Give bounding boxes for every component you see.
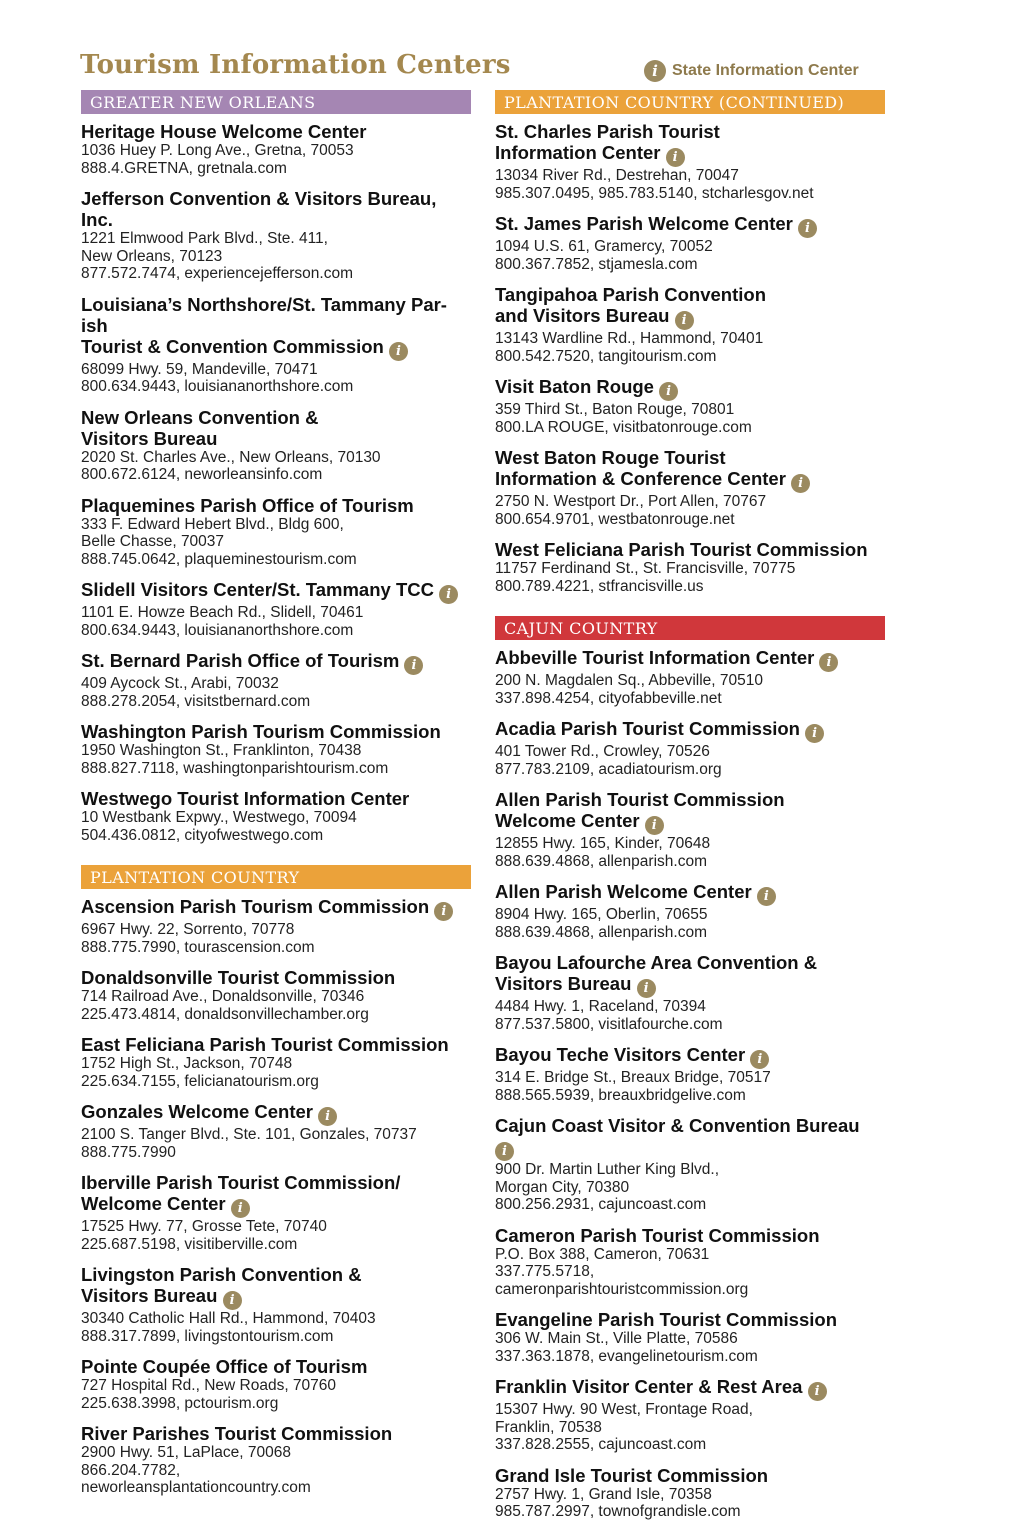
center-name-text: Bayou Lafourche Area Convention & bbox=[495, 952, 818, 973]
center-name-line bbox=[495, 121, 885, 142]
center-name-line bbox=[81, 336, 471, 361]
center-entry bbox=[81, 294, 471, 396]
center-entry bbox=[81, 896, 471, 956]
center-detail-line: 6967 Hwy. 22, Sorrento, 70778 bbox=[81, 921, 295, 938]
entry-list bbox=[495, 647, 885, 1521]
center-name-line bbox=[495, 376, 885, 401]
center-name-text: Gonzales Welcome Center bbox=[81, 1101, 314, 1122]
center-name-line bbox=[495, 539, 885, 560]
center-detail-line: 200 N. Magdalen Sq., Abbeville, 70510 bbox=[495, 672, 763, 689]
center-name bbox=[495, 789, 885, 835]
section-greater-new-orleans bbox=[81, 90, 471, 844]
center-detail-line: 17525 Hwy. 77, Grosse Tete, 70740 bbox=[81, 1218, 327, 1235]
center-name bbox=[81, 967, 471, 988]
center-name bbox=[495, 1376, 885, 1401]
center-name-line bbox=[495, 142, 885, 167]
center-name-line bbox=[495, 973, 885, 998]
center-name bbox=[81, 896, 471, 921]
center-name bbox=[495, 1465, 885, 1486]
center-name bbox=[81, 650, 471, 675]
center-name-text: Tangipahoa Parish Convention bbox=[495, 284, 767, 305]
center-entry bbox=[81, 121, 471, 177]
center-detail-line: 1221 Elmwood Park Blvd., Ste. 411, bbox=[81, 230, 328, 247]
entry-list bbox=[81, 121, 471, 844]
center-name-text: Information Center bbox=[495, 142, 661, 163]
left-column bbox=[81, 90, 471, 1508]
center-detail-line: 985.307.0495, 985.783.5140, stcharlesgov.net bbox=[495, 184, 814, 202]
center-detail-line: 314 E. Bridge St., Breaux Bridge, 70517 bbox=[495, 1069, 771, 1086]
center-name-text: Tourist & Convention Commission bbox=[81, 335, 384, 357]
center-detail-line: 800.634.9443, louisiananorthshore.com bbox=[81, 621, 354, 639]
center-name-line bbox=[81, 650, 471, 675]
center-name-text: Visitors Bureau bbox=[81, 427, 218, 449]
info-icon: i bbox=[434, 902, 453, 921]
info-icon: i bbox=[439, 585, 458, 604]
center-name bbox=[495, 1044, 885, 1069]
center-entry bbox=[495, 881, 885, 941]
center-name-text: Grand Isle Tourist Commission bbox=[495, 1464, 769, 1486]
center-name bbox=[81, 579, 471, 604]
center-name-text: Slidell Visitors Center/St. Tammany TCC bbox=[81, 579, 434, 600]
center-detail-line: 888.775.7990, tourascension.com bbox=[81, 938, 315, 956]
center-name bbox=[81, 294, 471, 361]
center-detail-line: 877.572.7474, experiencejefferson.com bbox=[81, 265, 354, 282]
center-detail-line: 1101 E. Howze Beach Rd., Slidell, 70461 bbox=[81, 604, 364, 621]
center-detail-line: 888.317.7899, livingstontourism.com bbox=[81, 1327, 334, 1345]
center-name-text: Washington Parish Tourism Commission bbox=[81, 721, 441, 742]
center-name-line bbox=[81, 495, 471, 516]
center-detail-line: 337.898.4254, cityofabbeville.net bbox=[495, 689, 722, 707]
center-name-text: Acadia Parish Tourist Commission bbox=[495, 718, 800, 739]
center-name bbox=[81, 188, 471, 230]
center-detail-line: 888.639.4868, allenparish.com bbox=[495, 923, 707, 941]
center-entry bbox=[81, 1172, 471, 1253]
center-name-text: Iberville Parish Tourist Commission/ bbox=[81, 1172, 401, 1193]
center-name-line bbox=[495, 1136, 885, 1161]
center-name-line bbox=[495, 881, 885, 906]
center-name-text: New Orleans Convention & bbox=[81, 406, 319, 428]
center-detail-line: neworleansplantationcountry.com bbox=[81, 1479, 311, 1496]
center-name-line bbox=[81, 121, 471, 142]
center-name-text: Franklin Visitor Center & Rest Area bbox=[495, 1376, 803, 1397]
center-name-line bbox=[81, 896, 471, 921]
center-entry bbox=[81, 407, 471, 484]
info-icon: i bbox=[637, 979, 656, 998]
center-name-line bbox=[495, 213, 885, 238]
center-name bbox=[81, 1034, 471, 1055]
right-column bbox=[495, 90, 885, 1532]
center-name-text: Visit Baton Rouge bbox=[495, 376, 654, 397]
center-name bbox=[81, 1423, 471, 1444]
info-icon: i bbox=[644, 60, 666, 82]
info-icon: i bbox=[495, 1142, 514, 1161]
center-detail-line: cameronparishtouristcommission.org bbox=[495, 1280, 749, 1298]
center-name-line bbox=[81, 188, 471, 209]
info-icon: i bbox=[750, 1050, 769, 1069]
center-entry bbox=[81, 1101, 471, 1161]
center-detail-line: 866.204.7782, bbox=[81, 1461, 181, 1479]
center-detail-line: 337.828.2555, cajuncoast.com bbox=[495, 1436, 707, 1453]
center-detail-line: 11757 Ferdinand St., St. Francisville, 70775 bbox=[495, 560, 796, 577]
center-name bbox=[81, 1172, 471, 1218]
center-entry bbox=[495, 789, 885, 870]
center-name-text: River Parishes Tourist Commission bbox=[81, 1423, 393, 1444]
center-detail-line: 888.565.5939, breauxbridgelive.com bbox=[495, 1086, 746, 1104]
center-name-line bbox=[495, 1376, 885, 1401]
section-header: CAJUN COUNTRY bbox=[495, 616, 885, 640]
center-detail-line: 888.278.2054, visitstbernard.com bbox=[81, 692, 311, 710]
center-entry bbox=[81, 721, 471, 777]
center-name bbox=[81, 1101, 471, 1126]
center-name-line bbox=[495, 1044, 885, 1069]
center-name bbox=[495, 952, 885, 998]
center-name-line bbox=[495, 810, 885, 835]
center-name-text: and Visitors Bureau bbox=[495, 305, 670, 326]
center-name bbox=[81, 1264, 471, 1310]
entry-list bbox=[81, 896, 471, 1497]
center-name-text: Welcome Center bbox=[495, 810, 640, 831]
center-detail-line: P.O. Box 388, Cameron, 70631 bbox=[495, 1245, 710, 1263]
center-detail-line: 225.687.5198, visitiberville.com bbox=[81, 1235, 298, 1253]
center-detail-line: Franklin, 70538 bbox=[495, 1418, 602, 1436]
center-name bbox=[495, 718, 885, 743]
center-detail-line: 800.672.6124, neworleansinfo.com bbox=[81, 466, 323, 483]
legend bbox=[644, 60, 859, 82]
center-detail-line: 800.789.4221, stfrancisville.us bbox=[495, 577, 704, 595]
center-name-line bbox=[81, 294, 471, 315]
center-name-text: Information & Conference Center bbox=[495, 468, 786, 489]
info-icon: i bbox=[757, 887, 776, 906]
center-detail-line: 888.4.GRETNA, gretnala.com bbox=[81, 159, 287, 177]
info-icon: i bbox=[404, 656, 423, 675]
center-entry bbox=[495, 213, 885, 273]
center-name-line bbox=[495, 1465, 885, 1486]
center-name-line bbox=[495, 1225, 885, 1246]
center-entry bbox=[81, 1034, 471, 1090]
center-name-line bbox=[81, 1101, 471, 1126]
center-name-line bbox=[81, 788, 471, 809]
center-detail-line: 1752 High St., Jackson, 70748 bbox=[81, 1055, 293, 1072]
center-detail-line: 888.775.7990 bbox=[81, 1143, 176, 1161]
center-detail-line: Morgan City, 70380 bbox=[495, 1178, 630, 1196]
center-detail-line: 504.436.0812, cityofwestwego.com bbox=[81, 826, 324, 844]
center-name-text: Westwego Tourist Information Center bbox=[81, 788, 410, 809]
center-detail-line: 13143 Wardline Rd., Hammond, 70401 bbox=[495, 330, 764, 347]
center-name-text: Abbeville Tourist Information Center bbox=[495, 647, 815, 668]
center-name-text: St. Bernard Parish Office of Tourism bbox=[81, 650, 400, 671]
center-detail-line: 306 W. Main St., Ville Platte, 70586 bbox=[495, 1330, 738, 1347]
center-detail-line: 30340 Catholic Hall Rd., Hammond, 70403 bbox=[81, 1310, 376, 1327]
section-header: PLANTATION COUNTRY bbox=[81, 865, 471, 889]
center-entry bbox=[495, 284, 885, 365]
center-name-line bbox=[81, 579, 471, 604]
legend-label: State Information Center bbox=[672, 62, 859, 79]
info-icon: i bbox=[819, 653, 838, 672]
center-detail-line: 1950 Washington St., Franklinton, 70438 bbox=[81, 742, 362, 759]
center-name bbox=[495, 213, 885, 238]
center-detail-line: 13034 River Rd., Destrehan, 70047 bbox=[495, 167, 739, 184]
center-name-line bbox=[495, 468, 885, 493]
center-name-text: Evangeline Parish Tourist Commission bbox=[495, 1309, 837, 1330]
center-name bbox=[495, 1309, 885, 1330]
center-entry bbox=[81, 188, 471, 283]
center-detail-line: 225.473.4814, donaldsonvillechamber.org bbox=[81, 1005, 369, 1023]
center-name-text: Welcome Center bbox=[81, 1193, 226, 1214]
entry-list bbox=[495, 121, 885, 595]
center-detail-line: 15307 Hwy. 90 West, Frontage Road, bbox=[495, 1401, 753, 1418]
center-name bbox=[81, 495, 471, 516]
center-name bbox=[495, 447, 885, 493]
center-name-line bbox=[81, 1264, 471, 1285]
center-entry bbox=[81, 1356, 471, 1412]
center-name-text: Pointe Coupée Office of Tourism bbox=[81, 1356, 368, 1377]
center-name-line bbox=[81, 1423, 471, 1444]
center-detail-line: 800.654.9701, westbatonrouge.net bbox=[495, 510, 735, 528]
center-name-text: Allen Parish Welcome Center bbox=[495, 881, 752, 902]
center-name-text: Bayou Teche Visitors Center bbox=[495, 1044, 746, 1065]
center-name-line bbox=[81, 1356, 471, 1377]
center-detail-line: 225.638.3998, pctourism.org bbox=[81, 1394, 279, 1412]
center-name bbox=[495, 1225, 885, 1246]
center-detail-line: 4484 Hwy. 1, Raceland, 70394 bbox=[495, 998, 706, 1015]
info-icon: i bbox=[791, 474, 810, 493]
center-name-text: Louisiana’s Northshore/St. Tammany Par- bbox=[81, 293, 447, 315]
center-entry bbox=[495, 376, 885, 436]
center-entry bbox=[81, 579, 471, 639]
center-name bbox=[495, 376, 885, 401]
center-name-line bbox=[495, 1309, 885, 1330]
center-name-line bbox=[495, 952, 885, 973]
center-name bbox=[81, 407, 471, 449]
center-name-text: Livingston Parish Convention & bbox=[81, 1264, 362, 1285]
center-name-text: East Feliciana Parish Tourist Commission bbox=[81, 1034, 449, 1055]
center-detail-line: 900 Dr. Martin Luther King Blvd., bbox=[495, 1161, 720, 1178]
center-name-line bbox=[81, 428, 471, 449]
center-name-text: Cameron Parish Tourist Commission bbox=[495, 1224, 820, 1246]
info-icon: i bbox=[798, 219, 817, 238]
page-title: Tourism Information Centers bbox=[80, 50, 511, 80]
center-name-text: Visitors Bureau bbox=[81, 1285, 218, 1306]
center-name-line bbox=[495, 789, 885, 810]
center-name-text: Allen Parish Tourist Commission bbox=[495, 789, 785, 810]
section-plantation-country bbox=[81, 865, 471, 1497]
center-detail-line: 2750 N. Westport Dr., Port Allen, 70767 bbox=[495, 493, 767, 510]
center-name-line bbox=[495, 718, 885, 743]
center-entry bbox=[81, 650, 471, 710]
center-name-line bbox=[81, 1285, 471, 1310]
center-detail-line: 2100 S. Tanger Blvd., Ste. 101, Gonzales, 70737 bbox=[81, 1126, 417, 1143]
center-name-line bbox=[81, 967, 471, 988]
center-name-text: St. James Parish Welcome Center bbox=[495, 213, 793, 234]
center-name-text: Inc. bbox=[81, 209, 113, 230]
center-name-line bbox=[495, 305, 885, 330]
center-name bbox=[495, 284, 885, 330]
center-detail-line: 800.256.2931, cajuncoast.com bbox=[495, 1196, 707, 1213]
center-detail-line: 337.363.1878, evangelinetourism.com bbox=[495, 1347, 758, 1365]
center-detail-line: 2900 Hwy. 51, LaPlace, 70068 bbox=[81, 1444, 291, 1461]
center-name-line bbox=[495, 284, 885, 305]
center-name bbox=[81, 721, 471, 742]
center-name-text: St. Charles Parish Tourist bbox=[495, 121, 720, 142]
center-entry bbox=[81, 1264, 471, 1345]
section-cajun-country bbox=[495, 616, 885, 1521]
center-detail-line: 12855 Hwy. 165, Kinder, 70648 bbox=[495, 835, 711, 852]
center-name bbox=[495, 647, 885, 672]
section-header: GREATER NEW ORLEANS bbox=[81, 90, 471, 114]
center-name-text: Donaldsonville Tourist Commission bbox=[81, 967, 396, 988]
center-name-line bbox=[81, 1193, 471, 1218]
center-detail-line: 727 Hospital Rd., New Roads, 70760 bbox=[81, 1377, 337, 1394]
center-name-text: ish bbox=[81, 314, 108, 336]
center-detail-line: 409 Aycock St., Arabi, 70032 bbox=[81, 675, 279, 692]
center-detail-line: 800.LA ROUGE, visitbatonrouge.com bbox=[495, 418, 752, 436]
center-detail-line: 359 Third St., Baton Rouge, 70801 bbox=[495, 401, 735, 418]
center-detail-line: 800.634.9443, louisiananorthshore.com bbox=[81, 378, 354, 395]
center-name-line bbox=[81, 315, 471, 336]
center-name-line bbox=[81, 209, 471, 230]
center-detail-line: 225.634.7155, felicianatourism.org bbox=[81, 1072, 319, 1090]
center-entry bbox=[81, 788, 471, 844]
center-detail-line: 888.639.4868, allenparish.com bbox=[495, 852, 707, 870]
center-detail-line: 888.827.7118, washingtonparishtourism.com bbox=[81, 759, 389, 777]
center-detail-line: 333 F. Edward Hebert Blvd., Bldg 600, bbox=[81, 515, 344, 533]
center-name-text: Ascension Parish Tourism Commission bbox=[81, 896, 430, 917]
center-entry bbox=[495, 1465, 885, 1521]
center-name-line bbox=[81, 1034, 471, 1055]
info-icon: i bbox=[223, 1291, 242, 1310]
center-detail-line: 800.542.7520, tangitourism.com bbox=[495, 347, 717, 365]
center-name-text: West Feliciana Parish Tourist Commission bbox=[495, 539, 868, 560]
info-icon: i bbox=[805, 724, 824, 743]
center-detail-line: 714 Railroad Ave., Donaldsonville, 70346 bbox=[81, 988, 365, 1005]
center-entry bbox=[495, 1044, 885, 1104]
info-icon: i bbox=[659, 382, 678, 401]
center-detail-line: 877.783.2109, acadiatourism.org bbox=[495, 760, 722, 778]
center-detail-line: 1094 U.S. 61, Gramercy, 70052 bbox=[495, 238, 713, 255]
center-name-line bbox=[81, 1172, 471, 1193]
center-name-text: Heritage House Welcome Center bbox=[81, 121, 367, 142]
center-detail-line: 888.745.0642, plaqueminestourism.com bbox=[81, 550, 357, 568]
center-detail-line: 2020 St. Charles Ave., New Orleans, 70130 bbox=[81, 448, 381, 466]
center-name-line bbox=[495, 447, 885, 468]
center-name bbox=[495, 881, 885, 906]
center-entry bbox=[495, 1225, 885, 1299]
center-name-line bbox=[81, 407, 471, 428]
info-icon: i bbox=[318, 1107, 337, 1126]
center-entry bbox=[81, 1423, 471, 1497]
center-detail-line: 8904 Hwy. 165, Oberlin, 70655 bbox=[495, 906, 708, 923]
center-entry bbox=[495, 1115, 885, 1214]
info-icon: i bbox=[231, 1199, 250, 1218]
center-detail-line: 985.787.2997, townofgrandisle.com bbox=[495, 1503, 741, 1520]
center-entry bbox=[495, 539, 885, 595]
center-entry bbox=[495, 1309, 885, 1365]
center-detail-line: 337.775.5718, bbox=[495, 1263, 595, 1280]
center-detail-line: 2757 Hwy. 1, Grand Isle, 70358 bbox=[495, 1485, 712, 1503]
center-detail-line: 877.537.5800, visitlafourche.com bbox=[495, 1015, 723, 1033]
center-name bbox=[495, 121, 885, 167]
center-detail-line: 800.367.7852, stjamesla.com bbox=[495, 255, 698, 273]
info-icon: i bbox=[808, 1382, 827, 1401]
center-detail-line: 1036 Huey P. Long Ave., Gretna, 70053 bbox=[81, 142, 354, 159]
center-entry bbox=[495, 647, 885, 707]
center-name bbox=[495, 539, 885, 560]
center-detail-line: 68099 Hwy. 59, Mandeville, 70471 bbox=[81, 360, 318, 378]
center-entry bbox=[495, 952, 885, 1033]
center-entry bbox=[495, 718, 885, 778]
center-entry bbox=[495, 1376, 885, 1454]
center-detail-line: 10 Westbank Expwy., Westwego, 70094 bbox=[81, 809, 357, 826]
info-icon: i bbox=[666, 148, 685, 167]
section-header: PLANTATION COUNTRY (CONTINUED) bbox=[495, 90, 885, 114]
info-icon: i bbox=[389, 342, 408, 361]
section-plantation-country-continued bbox=[495, 90, 885, 595]
center-entry bbox=[495, 447, 885, 528]
center-name bbox=[495, 1115, 885, 1161]
center-entry bbox=[495, 121, 885, 202]
center-name-line bbox=[495, 1115, 885, 1136]
center-name-line bbox=[495, 647, 885, 672]
center-name-text: Jefferson Convention & Visitors Bureau, bbox=[81, 188, 437, 209]
center-name-text: Visitors Bureau bbox=[495, 973, 632, 994]
center-name-text: Plaquemines Parish Office of Tourism bbox=[81, 494, 414, 516]
center-name-text: Cajun Coast Visitor & Convention Bureau bbox=[495, 1115, 860, 1136]
center-name bbox=[81, 121, 471, 142]
center-name bbox=[81, 1356, 471, 1377]
center-entry bbox=[81, 967, 471, 1023]
info-icon: i bbox=[645, 816, 664, 835]
info-icon: i bbox=[675, 311, 694, 330]
center-detail-line: 401 Tower Rd., Crowley, 70526 bbox=[495, 743, 710, 760]
center-name bbox=[81, 788, 471, 809]
center-entry bbox=[81, 495, 471, 569]
center-name-text: West Baton Rouge Tourist bbox=[495, 447, 726, 468]
center-detail-line: New Orleans, 70123 bbox=[81, 247, 223, 265]
center-detail-line: Belle Chasse, 70037 bbox=[81, 533, 225, 550]
center-name-line bbox=[81, 721, 471, 742]
